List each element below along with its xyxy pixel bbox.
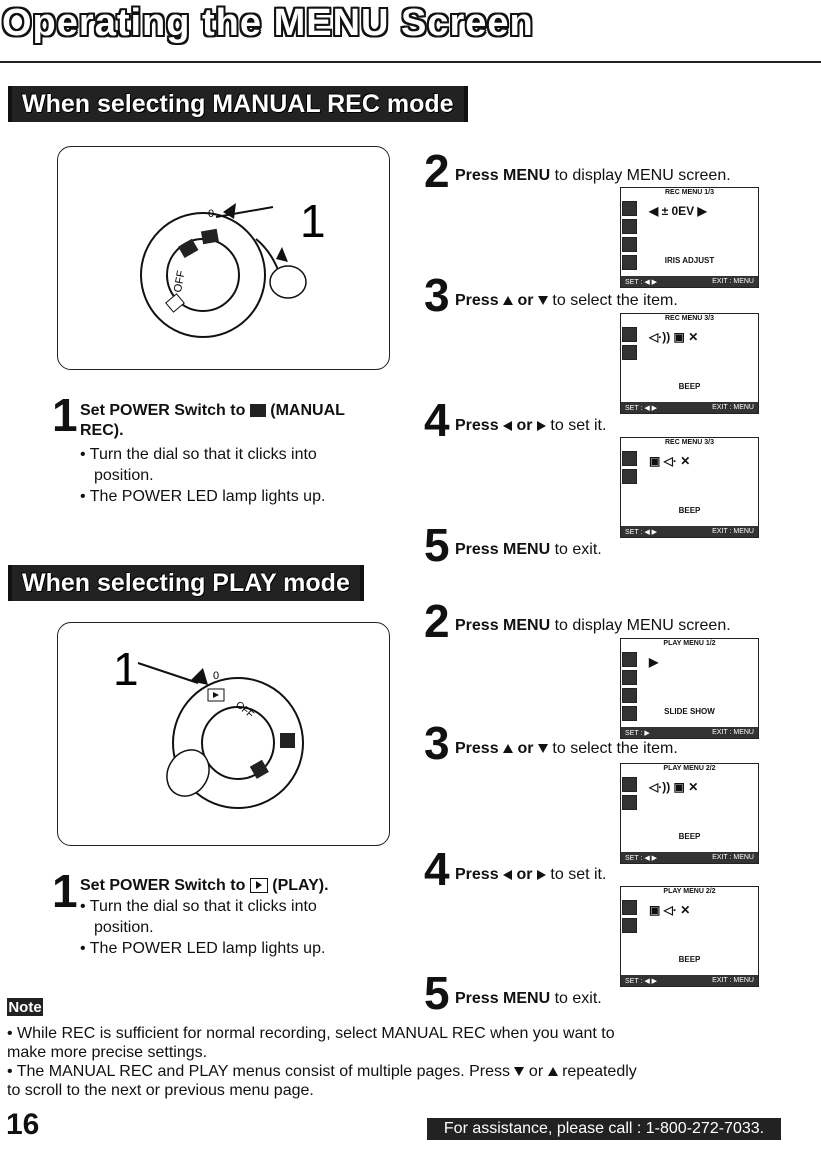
menu-screen-header: PLAY MENU 1/2 [663,640,716,647]
left-arrow-icon [503,870,512,880]
play-step2-num: 2 [424,595,450,647]
play-step1-bullet: • The POWER LED lamp lights up. [80,940,326,957]
menu-screen-footer: SET : ◀ ▶ EXIT : MENU [621,402,758,413]
menu-screen-value: ◁·)) ▣ ✕ [649,780,699,794]
left-arrow-icon [503,421,512,431]
menu-screen-value: ▣ ◁· ✕ [649,903,691,917]
manual-step1-num: 1 [52,389,78,441]
play-step3-num: 3 [424,717,450,769]
play-step5-num: 5 [424,967,450,1019]
manual-step4-text: Press or to set it. [455,417,607,434]
menu-icon-column [622,451,636,487]
right-arrow-icon [537,421,546,431]
menu-screen-header: PLAY MENU 2/2 [663,765,716,772]
menu-screen-header: PLAY MENU 2/2 [663,888,716,895]
manual-rec-icon [250,404,266,417]
menu-screen-value: ◀ ± 0EV ▶ [649,204,707,218]
play-dial-off: OFF [233,699,256,721]
menu-screen-item: SLIDE SHOW [664,707,715,716]
menu-screen-header: REC MENU 3/3 [664,439,714,446]
manual-dial-off: OFF [172,269,188,294]
play-band-label: When selecting PLAY mode [12,565,360,601]
menu-screen-item: BEEP [678,832,701,841]
menu-screen-footer: SET : ▶ EXIT : MENU [621,727,758,738]
menu-icon-column [622,327,636,363]
play-dial-zero: 0 [213,670,220,682]
up-arrow-icon [503,744,513,753]
play-step4-text: Press or to set it. [455,866,607,883]
menu-screen-footer: SET : ◀ ▶ EXIT : MENU [621,975,758,986]
menu-screen-footer: SET : ◀ ▶ EXIT : MENU [621,852,758,863]
menu-screen [620,763,759,864]
manual-step4-num: 4 [424,394,450,446]
menu-screen-item: IRIS ADJUST [664,256,715,265]
down-arrow-icon [538,296,548,305]
manual-step1-text: Set POWER Switch to (MANUAL [80,402,345,419]
power-dial-illustration [58,623,389,845]
play-icon [250,878,268,893]
play-step1-bullet: • Turn the dial so that it clicks into [80,898,317,915]
manual-rec-band [8,86,468,122]
play-step3-text: Press or to select the item. [455,740,678,757]
menu-screen-value: ▣ ◁· ✕ [649,454,691,468]
play-dial-step: 1 [113,643,139,695]
manual-step1-bullet: • The POWER LED lamp lights up. [80,488,326,505]
manual-dial-zero: 0 [208,208,215,220]
up-arrow-icon [503,296,513,305]
manual-step3-text: Press or to select the item. [455,292,678,309]
manual-step1-text-cont: REC). [80,422,124,439]
power-dial-illustration [58,147,389,369]
menu-screen-footer: SET : ◀ ▶ EXIT : MENU [621,276,758,287]
menu-icon-column [622,777,636,813]
page-title: Operating the MENU Screen [2,2,534,44]
page-number: 16 [6,1108,40,1141]
manual-step3-num: 3 [424,269,450,321]
menu-screen-item: BEEP [678,382,701,391]
manual-rec-band-label: When selecting MANUAL REC mode [12,86,464,122]
menu-screen [620,886,759,987]
play-step4-num: 4 [424,843,450,895]
manual-step1-bullet: position. [94,467,154,484]
manual-step2-text: Press MENU to display MENU screen. [455,167,731,184]
menu-screen [620,638,759,739]
play-dial-panel [57,622,390,846]
note-label: Note [8,998,42,1016]
play-band [8,565,364,601]
play-step1-bullet: position. [94,919,154,936]
menu-screen-value: ▶ [649,655,659,669]
menu-screen-footer: SET : ◀ ▶ EXIT : MENU [621,526,758,537]
play-step1-text: Set POWER Switch to (PLAY). [80,877,329,894]
menu-screen-header: REC MENU 3/3 [664,315,714,322]
right-arrow-icon [537,870,546,880]
menu-screen-item: BEEP [678,955,701,964]
down-arrow-icon [514,1067,524,1076]
manual-step5-text: Press MENU to exit. [455,541,602,558]
menu-screen [620,187,759,288]
down-arrow-icon [538,744,548,753]
play-step1-num: 1 [52,865,78,917]
menu-screen-item: BEEP [678,506,701,515]
manual-step1-bullet: • Turn the dial so that it clicks into [80,446,317,463]
manual-step2-num: 2 [424,145,450,197]
menu-screen [620,437,759,538]
menu-screen [620,313,759,414]
play-step2-text: Press MENU to display MENU screen. [455,617,731,634]
title-rule [0,61,821,63]
note-text: • While REC is sufficient for normal recording, select MANUAL REC when you want to make more precise settings. • The MANUAL REC and PLAY menus consist of multiple pages. Press or repeatedly to scroll to the next or previous menu page. [7,1025,637,1099]
assistance-banner: For assistance, please call : 1-800-272-7033. [427,1118,781,1140]
menu-screen-value: ◁·)) ▣ ✕ [649,330,699,344]
manual-step5-num: 5 [424,519,450,571]
menu-icon-column [622,900,636,936]
play-step5-text: Press MENU to exit. [455,990,602,1007]
up-arrow-icon [548,1067,558,1076]
manual-dial-panel [57,146,390,370]
menu-screen-header: REC MENU 1/3 [664,189,714,196]
manual-dial-step: 1 [300,195,326,247]
